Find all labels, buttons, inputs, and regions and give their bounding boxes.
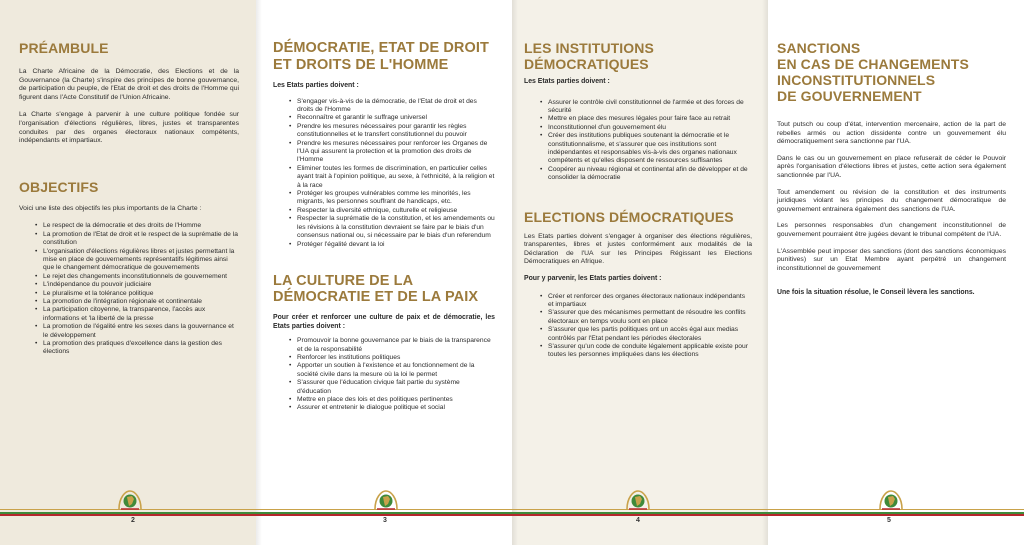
list-item: • Le rejet des changements inconstitutionnels de gouvernement	[43, 273, 239, 281]
institutions-list	[524, 99, 752, 183]
list-item: • Mettre en place des mesures légales pour faire face au retrait	[548, 115, 752, 123]
objectifs-lead: Voici une liste des objectifs les plus importants de la Charte :	[19, 204, 202, 212]
preamble-para-2: La Charte s'engage à parvenir à une culture politique fondée sur l'organisation d'élections régulières, libres, justes et transparentes conduites par des organes électoraux nationaux compétents, indépendants et impartiaux.	[19, 111, 239, 145]
list-item: • S'assurer que les partis politiques ont un accès égal aux medias contrôlés par l'Etat pendant les périodes électorales	[548, 326, 752, 343]
heading-institutions: LES INSTITUTIONS DÉMOCRATIQUES	[524, 40, 654, 72]
heading-sanctions	[777, 40, 1006, 104]
footer-gold-line	[0, 509, 1024, 510]
sanctions-para-1: Tout putsch ou coup d'état, intervention mercenaire, action de la part de rebelles armés ou action dissidente contre un gouvernement élu démocratiquement sera sanctionne par l'UA.	[777, 121, 1006, 146]
list-item: • Apporter un soutien à l'existence et au fonctionnement de la société civile dans la mesure où la loi le permet	[297, 362, 495, 379]
heading-culture: LA CULTURE DE LA DÉMOCRATIE ET DE LA PAIX	[273, 272, 479, 306]
heading-objectifs: OBJECTIFS	[19, 178, 99, 195]
list-item: • Inconstitutionnel d'un gouvernement élu	[548, 124, 752, 132]
page-number: 3	[383, 517, 387, 524]
list-item: • Protéger l'égalité devant la loi	[297, 241, 495, 249]
african-union-emblem-icon	[373, 489, 399, 511]
panel-democratie	[256, 0, 512, 545]
preamble-para-1: La Charte Africaine de la Démocratie, des Elections et de la Gouvernance (la Charte) s'inspire des principes de bonne gouvernance, de participation du peuple, de l'Etat de droit et des droits de l'Homme qui figurent dans l'Acte Constitutif de l'Union Africaine.	[19, 68, 239, 101]
sanctions-para-6: Une fois la situation résolue, le Conseil lèvera les sanctions.	[777, 289, 975, 297]
heading-preambule: PRÉAMBULE	[19, 40, 109, 56]
culture-list	[273, 337, 495, 413]
column-divider	[762, 0, 768, 545]
list-item: • Assurer et entretenir le dialogue politique et social	[297, 404, 495, 412]
list-item: • La promotion de l'égalité entre les sexes dans la gouvernance et le développement	[43, 323, 239, 340]
list-item: • Mettre en place des lois et des politiques pertinentes	[297, 396, 495, 404]
list-item: • La promotion de l'intégration régionale et continentale	[43, 298, 239, 306]
elections-list	[524, 293, 752, 360]
elections-lead: Pour y parvenir, les Etats parties doivent :	[524, 275, 662, 283]
list-item: • L'indépendance du pouvoir judiciaire	[43, 281, 239, 289]
heading-line-1: SANCTIONS	[777, 40, 861, 56]
list-item: • Le pluralisme et la tolérance politique	[43, 290, 239, 298]
sanctions-para-4: Les personnes responsables d'un changement inconstitutionnel de gouvernement pourraient être jugées devant le tribunal compétent de l'UA.	[777, 222, 1006, 238]
african-union-emblem-icon	[625, 489, 651, 511]
african-union-emblem-icon	[117, 489, 143, 511]
page-number: 2	[131, 517, 135, 524]
list-item: • Créer des institutions publiques soutenant la démocratie et le constitutionnalisme, et s'assurer que ces institutions sont indépendantes et responsables vis-à-vis des organes nationaux compétents et qu'elles disposent de ressources suffisantes	[548, 132, 752, 166]
list-item: • Prendre les mesures nécessaires pour renforcer les Organes de l'UA qui assurent la protection et la promotion des droits de l'Homme	[297, 140, 495, 165]
elections-para: Les Etats parties doivent s'engager à organiser des élections régulières, transparentes, libres et justes conformément aux modalités de la Déclaration de l'UA sur les Principes Régissant les Elections Démocratiques en Afrique.	[524, 232, 752, 266]
list-item: • S'assurer que l'éducation civique fait partie du système d'éducation	[297, 379, 495, 396]
list-item: • S'assurer qu'un code de conduite légalement applicable existe pour toutes les personnes impliquées dans les élections	[548, 343, 752, 360]
list-item: • Eliminer toutes les formes de discrimination, en particulier celles ayant trait à l'opinion politique, au sexe, à l'ethnicité, à la religion et à la race	[297, 165, 495, 190]
list-item: • Respecter la suprématie de la constitution, et les amendements ou les révisions à la constitution devraient se faire par le biais d'un consensus national ou, si nécessaire par le biais d'un referendum	[297, 215, 495, 240]
democratie-lead: Les Etats parties doivent :	[273, 82, 359, 89]
list-item: • La promotion de l'Etat de droit et le respect de la suprématie de la constitution	[43, 231, 239, 248]
list-item: • Promouvoir la bonne gouvernance par le biais de la transparence et de la responsabilité	[297, 337, 495, 354]
heading-line-4: DE GOUVERNEMENT	[777, 88, 922, 104]
institutions-lead: Les Etats parties doivent :	[524, 78, 610, 85]
list-item: • Renforcer les institutions politiques	[297, 354, 495, 362]
page-number: 4	[636, 517, 640, 524]
list-item: • Protéger les groupes vulnérables comme les minorités, les migrants, les personnes souffrant de handicaps, etc.	[297, 190, 495, 207]
african-union-emblem-icon	[878, 489, 904, 511]
list-item: • Le respect de la démocratie et des droits de l'Homme	[43, 222, 239, 230]
culture-lead: Pour créer et renforcer une culture de paix et de démocratie, les Etats parties doivent :	[273, 313, 495, 330]
heading-elections: ELECTIONS DÉMOCRATIQUES	[524, 208, 734, 225]
panel-institutions	[512, 0, 768, 545]
column-divider	[512, 0, 518, 545]
heading-democratie: DÉMOCRATIE, ETAT DE DROIT ET DROITS DE L'HOMME	[273, 40, 489, 73]
list-item: • S'assurer que des mécanismes permettant de résoudre les conflits électoraux en temps voulu sont en place	[548, 309, 752, 326]
heading-line-3: INCONSTITUTIONNELS	[777, 72, 936, 88]
list-item: • S'engager vis-à-vis de la démocratie, de l'Etat de droit et des droits de l'Homme	[297, 98, 495, 115]
sanctions-para-2: Dans le cas ou un gouvernement en place refuserait de céder le Pouvoir après l'organisation d'élections libres et justes, cette action sera également sanctionnée par l'UA.	[777, 154, 1006, 179]
list-item: • La participation citoyenne, la transparence, l'accès aux informations et 'la liberté de la presse	[43, 306, 239, 323]
panel-preamble	[0, 0, 256, 545]
heading-line-2: EN CAS DE CHANGEMENTS	[777, 56, 969, 72]
list-item: • Respecter la diversité ethnique, culturelle et religieuse	[297, 207, 495, 215]
column-divider	[256, 0, 262, 545]
sanctions-para-3: Tout amendement ou révision de la constitution et des instruments juridiques violant les principes du changement démocratique de gouvernement entrainera également des sanctions de l'UA.	[777, 188, 1006, 213]
objectifs-list	[19, 222, 239, 357]
page-number: 5	[887, 517, 891, 524]
list-item: • L'organisation d'élections régulières libres et justes permettant la mise en place de gouvernements représentatifs légitimes ainsi que le changement démocratique de gouvernements	[43, 248, 239, 273]
list-item: • Créer et renforcer des organes électoraux nationaux indépendants et impartiaux	[548, 293, 752, 310]
sanctions-para-5: L'Assemblée peut imposer des sanctions (dont des sanctions économiques punitives) sur un Etat Membre ayant perpétré un changement inconstitutionnel de gouvernement	[777, 247, 1006, 272]
list-item: • Assurer le contrôle civil constitutionnel de l'armée et des forces de sécurité	[548, 99, 752, 116]
list-item: • La promotion des pratiques d'excellence dans la gestion des élections	[43, 340, 239, 357]
democratie-list	[273, 98, 495, 249]
panel-sanctions	[768, 0, 1024, 545]
list-item: • Reconnaître et garantir le suffrage universel	[297, 114, 495, 122]
footer-red-line	[0, 514, 1024, 516]
list-item: • Prendre les mesures nécessaires pour garantir les règles constitutionnelles et le transfert constitutionnel du pouvoir	[297, 123, 495, 140]
list-item: • Coopérer au niveau régional et continental afin de développer et de consolider la démocratie	[548, 166, 752, 183]
